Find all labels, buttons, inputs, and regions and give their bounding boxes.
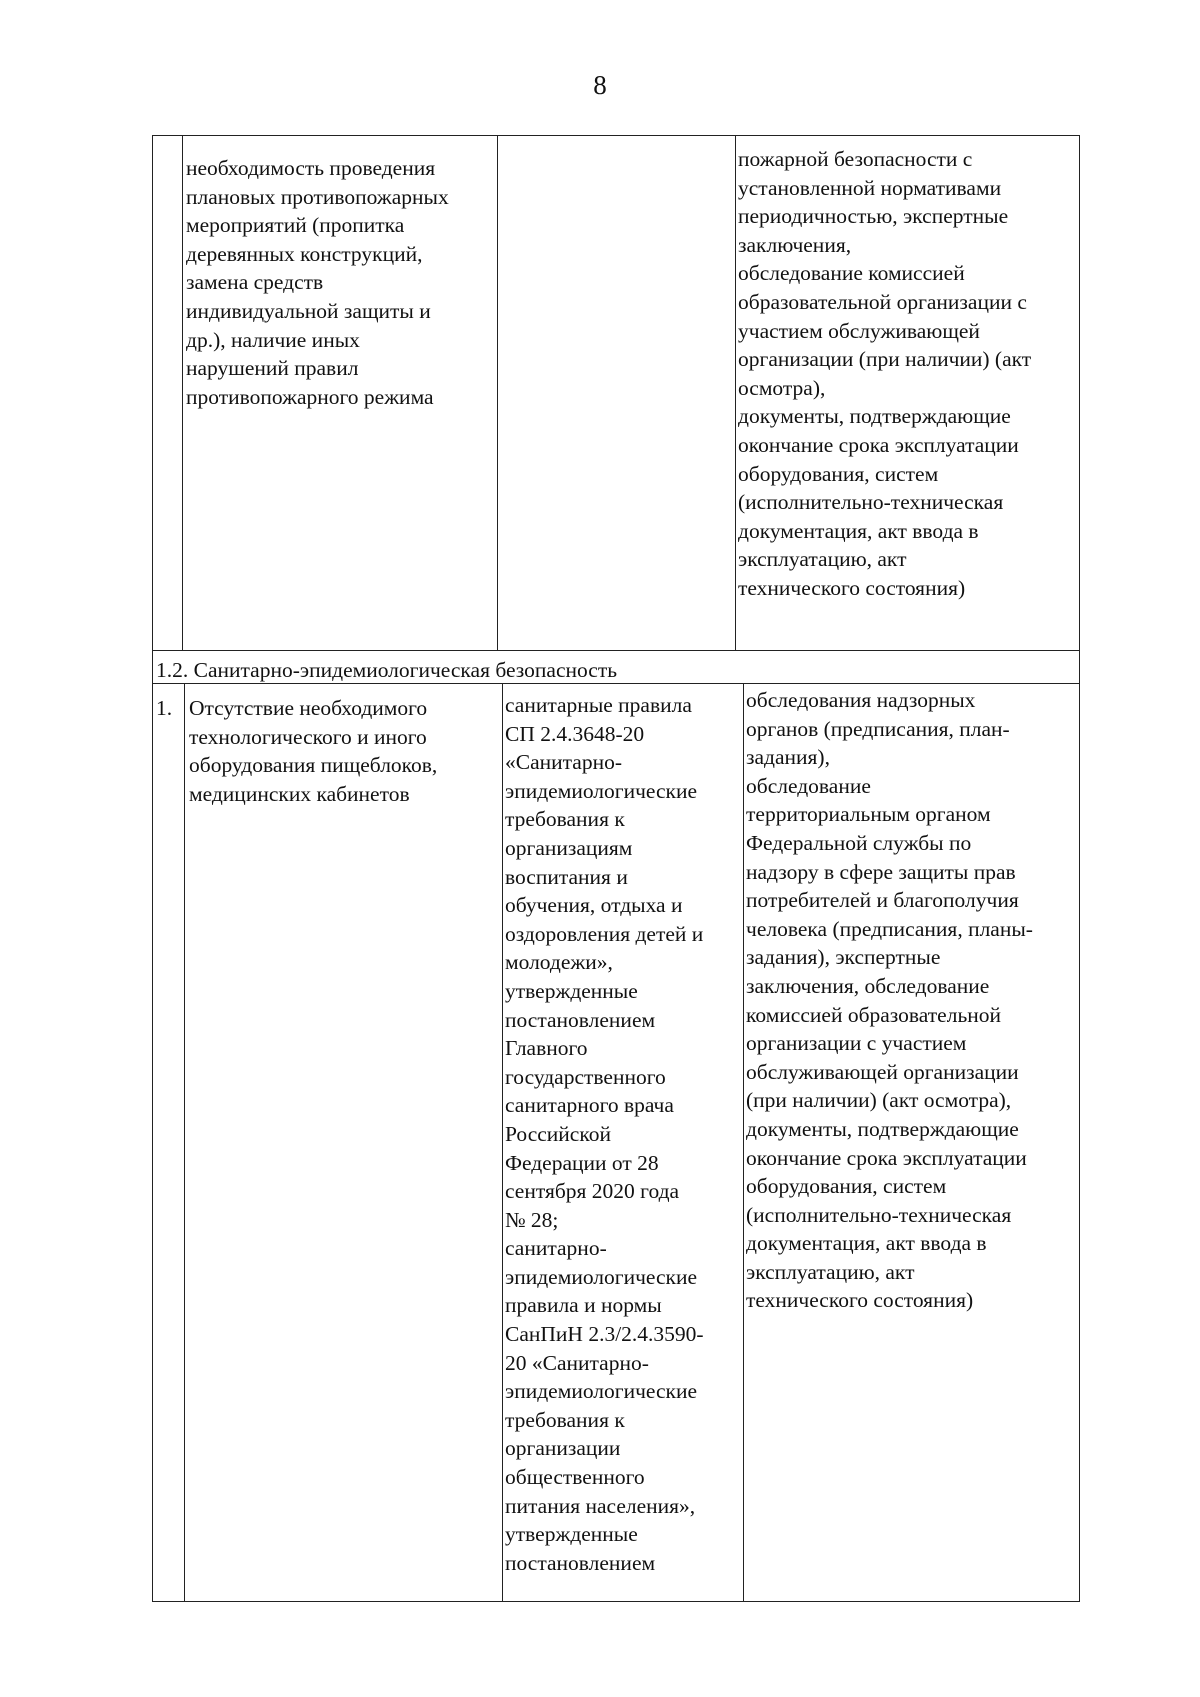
row-number: 1. [156, 696, 173, 720]
table-top-border [152, 135, 1080, 136]
table-cell-normative-basis: санитарные правила СП 2.4.3648-20 «Санитарно- эпидемиологические требования к организациям воспитания и обучения, отдыха и оздоровления детей и молодежи», утвержденные постановлением Главного государственного санитарного врача Российской Федерации от 28 сентября 2020 года № 28; санитарно- эпидемиологические правила и нормы СанПиН 2.3/2.4.3590- 20 «Санитарно- эпидемиологические требования к организации общественного питания населения», утвержденные постановлением [505, 693, 704, 1575]
column-divider-1 [182, 135, 183, 650]
page-number: 8 [593, 70, 607, 100]
section-heading: 1.2. Санитарно-эпидемиологическая безопасность [156, 658, 618, 682]
section-top-border [152, 650, 1080, 651]
column-divider-2 [497, 135, 498, 650]
column-divider-3 [735, 135, 736, 650]
column-divider-1 [184, 683, 185, 1601]
table-cell-evidence: обследования надзорных органов (предписания, план- задания), обследование территориальным органом Федеральной службы по надзору в сфере защиты прав потребителей и благополучия человека (предписания, планы- задания), экспертные заключения, обследование комиссией образовательной организации с участием обслуживающей организации (при наличии) (акт осмотра), документы, подтверждающие окончание срока эксплуатации оборудования, систем (исполнительно-техническая документация, акт ввода в эксплуатацию, акт технического состояния) [746, 688, 1033, 1313]
column-divider-2 [502, 683, 503, 1601]
table-cell-violation: Отсутствие необходимого технологического и иного оборудования пищеблоков, медицинских кабинетов [189, 696, 438, 806]
column-divider-3 [743, 683, 744, 1601]
table-cell-evidence: пожарной безопасности с установленной нормативами периодичностью, экспертные заключения, обследование комиссией образовательной организации с участием обслуживающей организации (при наличии) (акт осмотра), документы, подтверждающие окончание срока эксплуатации оборудования, систем (исполнительно-техническая документация, акт ввода в эксплуатацию, акт технического состояния) [738, 147, 1032, 600]
table-cell-violation: необходимость проведения плановых противопожарных мероприятий (пропитка деревянных конструкций, замена средств индивидуальной защиты и др.), наличие иных нарушений правил противопожарного режима [186, 156, 449, 409]
